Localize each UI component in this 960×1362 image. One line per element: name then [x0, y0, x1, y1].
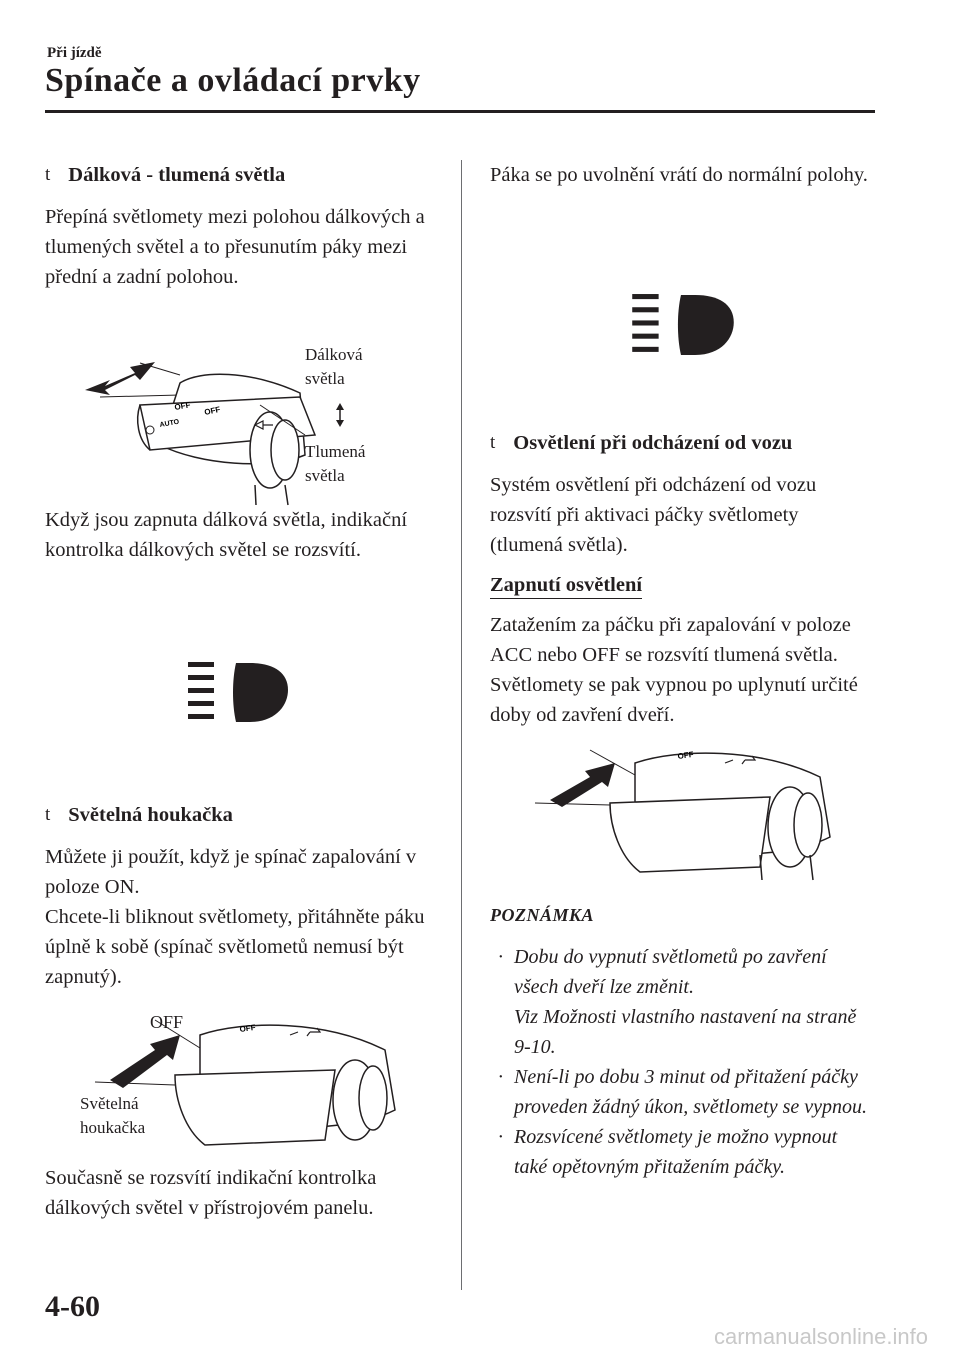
high-beam-label: Dálková světla — [305, 345, 363, 388]
subsection-title: Zapnutí osvětlení — [490, 572, 642, 599]
running-header: Při jízdě — [47, 45, 102, 61]
note-bullet: · — [498, 1066, 503, 1088]
left-column — [45, 160, 425, 306]
switch-auto-label: AUTO — [159, 418, 180, 429]
high-beam-indicator-icon — [188, 660, 288, 725]
note-bullet: · — [498, 1126, 503, 1148]
right-column-intro — [490, 160, 870, 204]
flash-text-1: Můžete ji použít, když je spínač zapalování v poloze ON. — [45, 846, 417, 898]
leaving-home-text: Systém osvětlení při odcházení od vozu rozsvítí při aktivaci páčky světlomety (tlumená světla). — [490, 474, 817, 556]
note-text: Dobu do vypnutí světlometů po zavření všech dveří lze změnit. — [514, 946, 827, 998]
section-flash-heading — [45, 800, 425, 830]
right-column-section3 — [490, 428, 870, 744]
switch-off-label-2: OFF — [203, 404, 222, 417]
left-column-after-diagram2 — [45, 1163, 425, 1237]
section-bullet: t — [490, 432, 496, 453]
note-block — [490, 900, 875, 1182]
section-bullet: t — [45, 164, 51, 185]
section-title: Osvětlení při odcházení od vozu — [513, 432, 793, 454]
high-beam-indicator-text: Když jsou zapnuta dálková světla, indikační kontrolka dálkových světel se rozsvítí. — [45, 509, 408, 561]
note-item — [498, 1122, 875, 1182]
watermark: carmanualsonline.info — [713, 1324, 928, 1349]
flash-label: Světelná houkačka — [80, 1094, 146, 1137]
low-beam-label: Tlumená světla — [305, 442, 366, 485]
note-text: Není-li po dobu 3 minut od přitažení páčky proveden žádný úkon, světlomety se vypnou. — [514, 1066, 868, 1118]
note-title: POZNÁMKA — [490, 905, 595, 925]
switch-off-label: OFF — [173, 400, 192, 412]
column-divider — [461, 160, 462, 1290]
note-bullet: · — [498, 946, 503, 968]
section-title: Světelná houkačka — [68, 804, 233, 826]
note-item — [498, 1062, 875, 1122]
section-leaving-home-heading — [490, 428, 870, 458]
note-text: Viz Možnosti vlastního nastavení na straně 9-10. — [514, 1006, 857, 1058]
lever-diagram-pull — [530, 745, 850, 885]
activation-text-1: Zatažením za páčku při zapalování v poloze ACC nebo OFF se rozsvítí tlumená světla. — [490, 614, 851, 666]
off-label: OFF — [150, 1012, 184, 1032]
note-item — [498, 942, 875, 1062]
page-number: 4-60 — [45, 1290, 100, 1323]
high-beam-indicator-icon — [632, 292, 734, 358]
page-title: Spínače a ovládací prvky — [45, 62, 421, 99]
activation-text-2: Světlomety se pak vypnou po uplynutí určité doby od zavření dveří. — [490, 674, 858, 726]
switch-off-label: OFF — [677, 749, 695, 761]
section-title: Dálková - tlumená světla — [68, 164, 286, 186]
high-low-beam-text: Přepíná světlomety mezi polohou dálkových a tlumených světel a to přesunutím páky mezi přední a zadní polohou. — [45, 206, 425, 288]
lever-return-text: Páka se po uvolnění vrátí do normální polohy. — [490, 164, 868, 186]
header-rule — [45, 110, 875, 113]
left-column-after-diagram1 — [45, 505, 425, 579]
flash-indicator-text: Současně se rozsvítí indikační kontrolka dálkových světel v přístrojovém panelu. — [45, 1167, 377, 1219]
section-high-low-beam-heading — [45, 160, 425, 190]
note-text: Rozsvícené světlomety je možno vypnout také opětovným přitažením páčky. — [514, 1126, 838, 1178]
left-column-section2 — [45, 800, 425, 1006]
section-bullet: t — [45, 804, 51, 825]
switch-off-label: OFF — [239, 1022, 257, 1034]
flash-text-2: Chcete-li bliknout světlomety, přitáhněte páku úplně k sobě (spínač světlometů nemusí být zapnutý). — [45, 906, 425, 988]
